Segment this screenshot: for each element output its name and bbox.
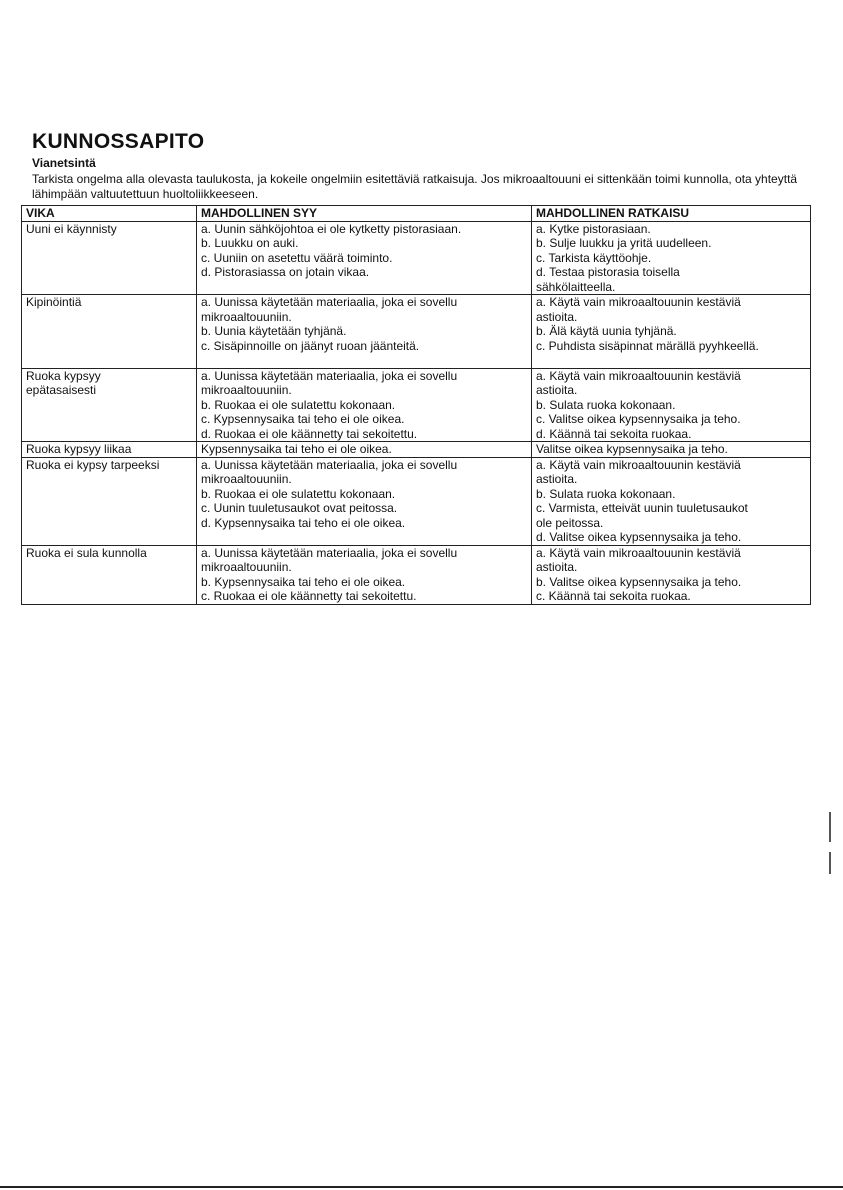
cell-cause	[197, 442, 532, 458]
cause-line: Kypsennysaika tai teho ei ole oikea.	[201, 442, 392, 456]
cell-fix	[532, 295, 811, 369]
cell-fault	[22, 457, 197, 545]
cell-cause	[197, 295, 532, 369]
cell-fault	[22, 545, 197, 604]
cause-line: c. Ruokaa ei ole käännetty tai sekoitettu.	[201, 589, 417, 603]
cause-line: a. Uunissa käytetään materiaalia, joka ei sovellu	[201, 368, 458, 383]
cause-line: a. Uunissa käytetään materiaalia, joka ei sovellu	[201, 295, 458, 309]
fix-line: c. Varmista, etteivät uunin tuuletusaukot	[536, 501, 748, 515]
section-subtitle: Vianetsintä	[32, 156, 96, 170]
cause-line: b. Uunia käytetään tyhjänä.	[201, 324, 347, 338]
cause-line: mikroaaltouuniin.	[201, 309, 292, 324]
cause-line: mikroaaltouuniin.	[201, 383, 292, 397]
page-bottom-edge	[0, 1186, 843, 1188]
fault-line: Ruoka kypsyy liikaa	[26, 442, 132, 456]
cell-cause	[197, 545, 532, 604]
cause-line	[201, 353, 527, 368]
fix-line: c. Tarkista käyttöohje.	[536, 250, 652, 265]
fix-line	[536, 353, 806, 368]
fault-line: Kipinöintiä	[26, 295, 82, 309]
scan-artifact	[829, 852, 831, 874]
cause-line: d. Ruokaa ei ole käännetty tai sekoitettu.	[201, 426, 418, 441]
fault-line: Ruoka kypsyy	[26, 368, 101, 383]
fault-line: Uuni ei käynnisty	[26, 221, 117, 236]
fault-line: Ruoka ei sula kunnolla	[26, 545, 147, 560]
cause-line: b. Kypsennysaika tai teho ei ole oikea.	[201, 574, 406, 589]
cell-cause	[197, 221, 532, 295]
cause-line: b. Luukku on auki.	[201, 236, 299, 250]
cause-line: d. Pistorasiassa on jotain vikaa.	[201, 265, 370, 279]
fix-line: d. Käännä tai sekoita ruokaa.	[536, 426, 692, 441]
fix-line: a. Kytke pistorasiaan.	[536, 221, 651, 236]
fix-line: b. Sulje luukku ja yritä uudelleen.	[536, 236, 712, 250]
cause-line: a. Uunin sähköjohtoa ei ole kytketty pistorasiaan.	[201, 221, 462, 236]
cell-fix	[532, 368, 811, 442]
table-row	[22, 221, 811, 295]
table-row	[22, 545, 811, 604]
cause-line: b. Ruokaa ei ole sulatettu kokonaan.	[201, 397, 396, 412]
fault-line: epätasaisesti	[26, 383, 97, 397]
table-row	[22, 442, 811, 458]
cause-line: mikroaaltouuniin.	[201, 472, 292, 486]
cause-line	[201, 530, 527, 545]
cell-fault	[22, 368, 197, 442]
fix-line: a. Käytä vain mikroaaltouunin kestäviä	[536, 368, 741, 383]
fix-line: c. Käännä tai sekoita ruokaa.	[536, 589, 691, 603]
cause-line: b. Ruokaa ei ole sulatettu kokonaan.	[201, 486, 396, 501]
fix-line: astioita.	[536, 560, 578, 574]
fix-line: sähkölaitteella.	[536, 279, 616, 294]
cell-fault	[22, 221, 197, 295]
fix-line: astioita.	[536, 472, 578, 486]
cause-line: c. Kypsennysaika tai teho ei ole oikea.	[201, 412, 405, 426]
table-row	[22, 457, 811, 545]
cell-cause	[197, 457, 532, 545]
cause-line: mikroaaltouuniin.	[201, 560, 292, 574]
fix-line: d. Testaa pistorasia toisella	[536, 265, 680, 279]
fix-line: a. Käytä vain mikroaaltouunin kestäviä	[536, 545, 741, 560]
cause-line: c. Uuniin on asetettu väärä toiminto.	[201, 250, 393, 265]
header-fault: VIKA	[22, 206, 197, 222]
troubleshooting-table	[21, 205, 811, 605]
cell-fault	[22, 442, 197, 458]
cell-fix	[532, 221, 811, 295]
fix-line: ole peitossa.	[536, 515, 604, 530]
cause-line: a. Uunissa käytetään materiaalia, joka ei sovellu	[201, 545, 458, 560]
table-row	[22, 368, 811, 442]
table-header-row	[22, 206, 811, 222]
fix-line: astioita.	[536, 309, 578, 324]
cell-cause	[197, 368, 532, 442]
header-cause: MAHDOLLINEN SYY	[197, 206, 532, 222]
fix-line: a. Käytä vain mikroaaltouunin kestäviä	[536, 295, 741, 309]
cell-fix	[532, 457, 811, 545]
cause-line: c. Uunin tuuletusaukot ovat peitossa.	[201, 501, 398, 515]
fix-line: b. Älä käytä uunia tyhjänä.	[536, 324, 677, 338]
fix-line: b. Sulata ruoka kokonaan.	[536, 486, 676, 501]
cause-line: c. Sisäpinnoille on jäänyt ruoan jäänteitä.	[201, 338, 420, 353]
table-body	[22, 221, 811, 604]
header-fix: MAHDOLLINEN RATKAISU	[532, 206, 811, 222]
fix-line: a. Käytä vain mikroaaltouunin kestäviä	[536, 457, 741, 472]
cause-line: d. Kypsennysaika tai teho ei ole oikea.	[201, 515, 406, 530]
cell-fix	[532, 545, 811, 604]
fault-line: Ruoka ei kypsy tarpeeksi	[26, 457, 160, 472]
fix-line: c. Valitse oikea kypsennysaika ja teho.	[536, 412, 741, 426]
page-title: KUNNOSSAPITO	[32, 130, 205, 153]
fix-line: b. Sulata ruoka kokonaan.	[536, 397, 676, 412]
fix-line: Valitse oikea kypsennysaika ja teho.	[536, 442, 728, 456]
intro-paragraph: Tarkista ongelma alla olevasta taulukosta, ja kokeile ongelmiin esitettäviä ratkaisuja. Jos mikroaaltouuni ei sittenkään toimi kunnolla, ota yhteyttä lähimpään valtuutettuun huoltoliikkeeseen.	[32, 172, 798, 201]
table-row	[22, 295, 811, 369]
fix-line: b. Valitse oikea kypsennysaika ja teho.	[536, 574, 742, 589]
fix-line: astioita.	[536, 383, 578, 397]
cell-fix	[532, 442, 811, 458]
cell-fault	[22, 295, 197, 369]
fix-line: d. Valitse oikea kypsennysaika ja teho.	[536, 530, 742, 544]
fix-line: c. Puhdista sisäpinnat märällä pyyhkeellä.	[536, 338, 759, 353]
cause-line: a. Uunissa käytetään materiaalia, joka ei sovellu	[201, 457, 458, 472]
scan-artifact	[829, 812, 831, 842]
